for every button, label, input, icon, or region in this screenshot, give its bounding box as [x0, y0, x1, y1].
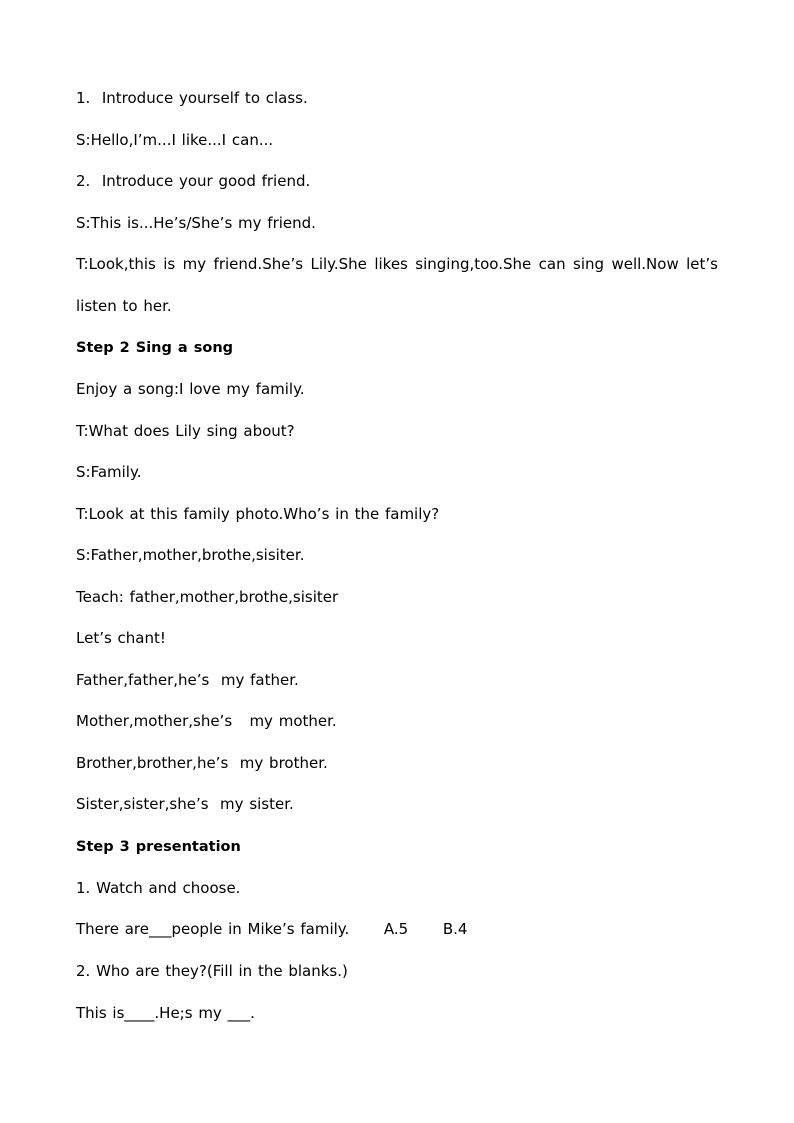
text-line: This is____.He;s my ___. — [76, 1004, 255, 1022]
text-line: Sister,sister,she’s my sister. — [76, 795, 294, 813]
text-line: T:What does Lily sing about? — [76, 422, 295, 440]
text-line: 2. Who are they?(Fill in the blanks.) — [76, 962, 348, 980]
text-line: Enjoy a song:I love my family. — [76, 380, 305, 398]
text-line: Father,father,he’s my father. — [76, 671, 299, 689]
document-page — [76, 0, 736, 1123]
text-line: Brother,brother,he’s my brother. — [76, 754, 328, 772]
text-line: T:Look at this family photo.Who’s in the family? — [76, 505, 440, 523]
text-line: listen to her. — [76, 297, 172, 315]
text-line: S:Hello,I’m...I like...I can... — [76, 131, 274, 149]
text-line: 1. Watch and choose. — [76, 879, 241, 897]
text-line: Let’s chant! — [76, 629, 166, 647]
text-line: Teach: father,mother,brothe,sisiter — [76, 588, 339, 606]
text-line: Mother,mother,she’s my mother. — [76, 712, 337, 730]
text-line: S:This is...He’s/She’s my friend. — [76, 214, 316, 232]
section-heading: Step 3 presentation — [76, 839, 241, 855]
text-line: T:Look,this is my friend.She’s Lily.She likes singing,too.She can sing well.Now let’s — [76, 255, 718, 273]
text-line: There are___people in Mike’s family. A.5 B.4 — [76, 920, 468, 938]
text-line: 2. Introduce your good friend. — [76, 172, 311, 190]
section-heading: Step 2 Sing a song — [76, 340, 234, 356]
text-line: S:Father,mother,brothe,sisiter. — [76, 546, 305, 564]
text-line: 1. Introduce yourself to class. — [76, 89, 308, 107]
text-line: S:Family. — [76, 463, 142, 481]
